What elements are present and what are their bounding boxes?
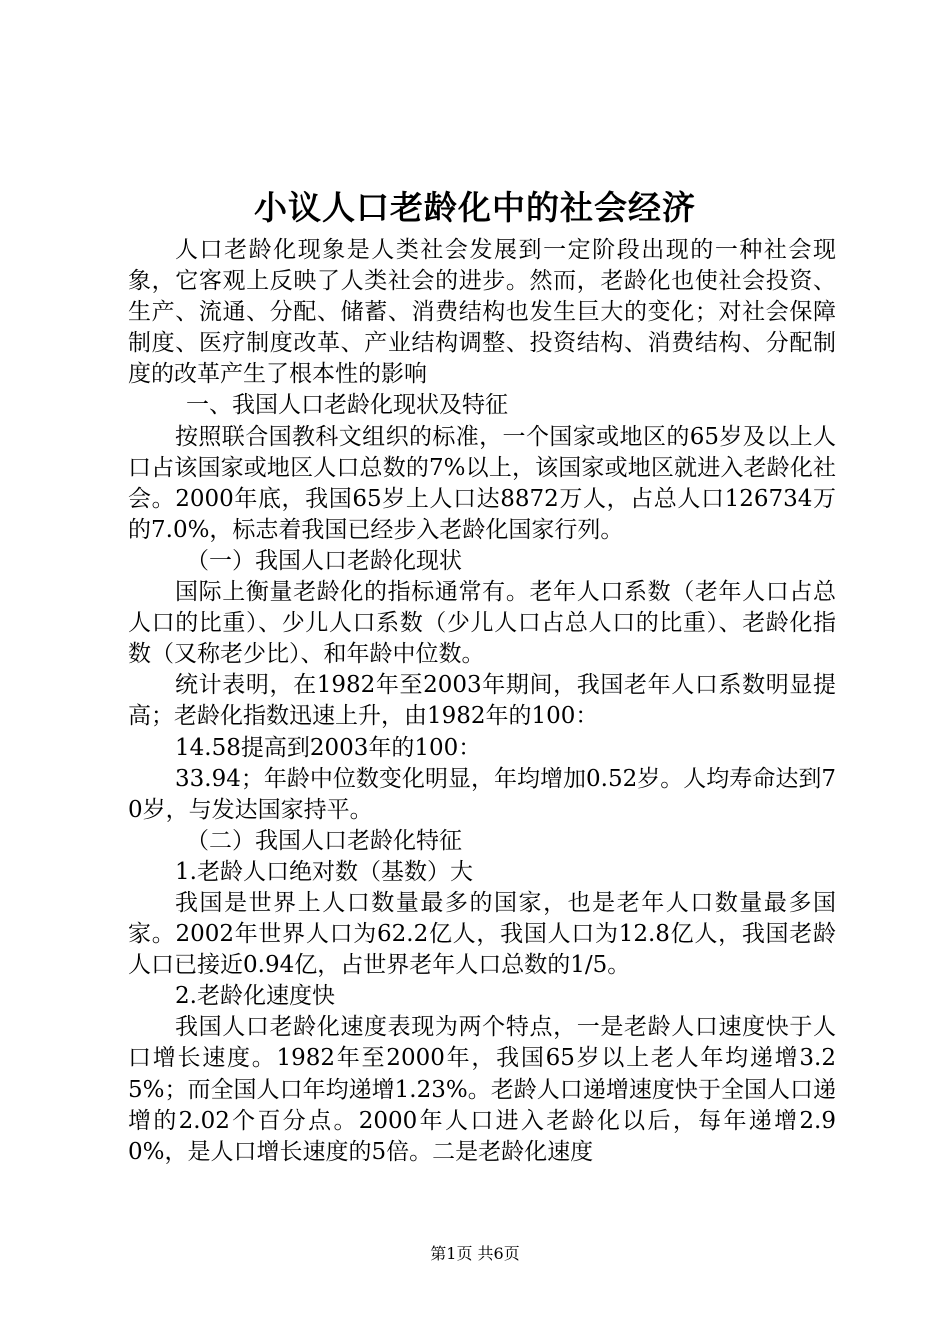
item-heading-1: 1.老龄人口绝对数（基数）大 (175, 858, 473, 885)
paragraph-standard: 按照联合国教科文组织的标准，一个国家或地区的65岁及以上人口占该国家或地区人口总数的7%以上，该国家或地区就进入老龄化社会。2000年底，我国65岁上人口达8872万人，占总人口126734万的7.0%，标志着我国已经步入老龄化国家行列。 (128, 423, 836, 543)
page-footer: 第1页 共6页 (430, 1244, 520, 1263)
paragraph-statistics-cont-1: 14.58提高到2003年的100： (175, 734, 482, 761)
document-body (128, 235, 836, 1168)
paragraph-speed: 我国人口老龄化速度表现为两个特点，一是老龄人口速度快于人口增长速度。1982年至2000年，我国65岁以上老人年均递增3.25%；而全国人口年均递增1.23%。老龄人口递增速度快于全国人口递增的2.02个百分点。2000年人口进入老龄化以后，每年递增2.90%，是人口增长速度的5倍。二是老龄化速度 (128, 1014, 836, 1165)
paragraph-intro: 人口老龄化现象是人类社会发展到一定阶段出现的一种社会现象，它客观上反映了人类社会的进步。然而，老龄化也使社会投资、生产、流通、分配、储蓄、消费结构也发生巨大的变化；对社会保障制度、医疗制度改革、产业结构调整、投资结构、消费结构、分配制度的改革产生了根本性的影响 (128, 237, 836, 388)
subsection-heading-1: （一）我国人口老龄化现状 (186, 547, 462, 574)
paragraph-statistics: 统计表明，在1982年至2003年期间，我国老年人口系数明显提高；老龄化指数迅速上升，由1982年的100： (128, 672, 836, 730)
document-title: 小议人口老龄化中的社会经济 (254, 188, 696, 227)
paragraph-statistics-cont-2: 33.94；年龄中位数变化明显，年均增加0.52岁。人均寿命达到70岁，与发达国家持平。 (128, 765, 836, 823)
item-heading-2: 2.老龄化速度快 (175, 983, 335, 1010)
section-heading-1: 一、我国人口老龄化现状及特征 (186, 392, 508, 419)
paragraph-base-size: 我国是世界上人口数量最多的国家，也是老年人口数量最多国家。2002年世界人口为62.2亿人，我国人口为12.8亿人，我国老龄人口已接近0.94亿，占世界老年人口总数的1/5。 (128, 889, 836, 979)
paragraph-indicators: 国际上衡量老龄化的指标通常有。老年人口系数（老年人口占总人口的比重）、少儿人口系数（少儿人口占总人口的比重）、老龄化指数（又称老少比）、和年龄中位数。 (128, 579, 836, 668)
subsection-heading-2: （二）我国人口老龄化特征 (186, 827, 462, 854)
